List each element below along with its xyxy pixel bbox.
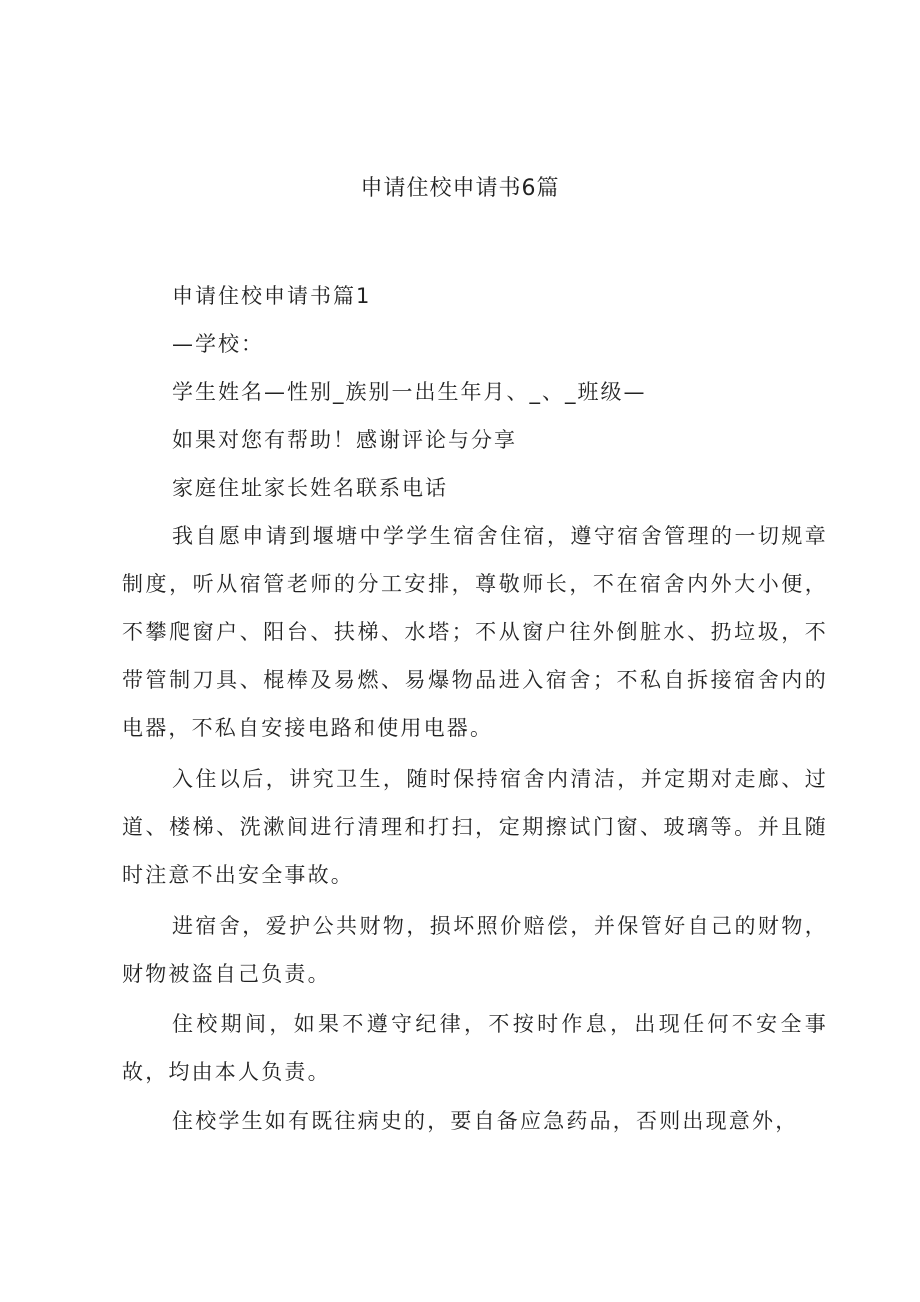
section-heading: 申请住校申请书篇1 (172, 284, 372, 308)
thanks-note: 如果对您有帮助！感谢评论与分享 (172, 428, 517, 452)
paragraph-discipline: 住校期间，如果不遵守纪律，不按时作息，出现任何不安全事故，均由本人负责。 (122, 1012, 828, 1084)
document-title: 申请住校申请书6篇 (360, 176, 560, 201)
paragraph-property: 进宿舍，爱护公共财物，损坏照价赔偿，并保管好自己的财物，财物被盗自己负责。 (122, 914, 828, 986)
student-info-line: 学生姓名—性别_族别一出生年月、_、_班级— (172, 380, 647, 404)
paragraph-pledge: 我自愿申请到堰塘中学学生宿舍住宿，遵守宿舍管理的一切规章制度，听从宿管老师的分工安排，尊敬师长，不在宿舍内外大小便，不攀爬窗户、阳台、扶梯、水塔；不从窗户往外倒脏水、扔垃圾，不带管制刀具、棍棒及易燃、易爆物品进入宿舍；不私自拆接宿舍内的电器，不私自安接电路和使用电器。 (122, 524, 828, 740)
paragraph-medical: 住校学生如有既往病史的，要自备应急药品，否则出现意外， (172, 1109, 799, 1133)
salutation: —学校： (172, 332, 264, 356)
family-info-line: 家庭住址家长姓名联系电话 (172, 476, 448, 500)
paragraph-hygiene: 入住以后，讲究卫生，随时保持宿舍内清洁，并定期对走廊、过道、楼梯、洗漱间进行清理和打扫，定期擦试门窗、玻璃等。并且随时注意不出安全事故。 (122, 767, 828, 887)
